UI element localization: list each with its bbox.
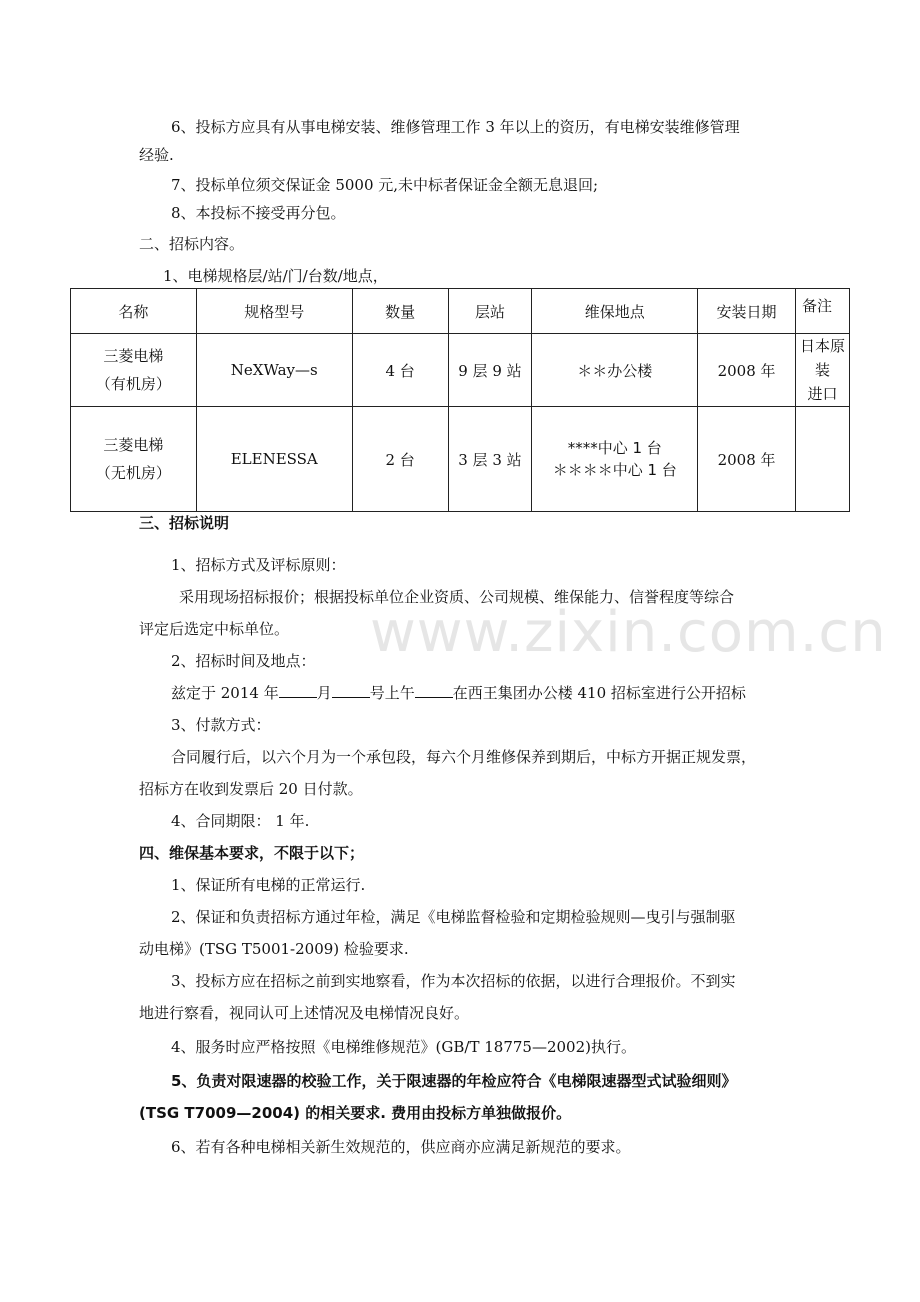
- cell-notes: [795, 334, 849, 407]
- header-name: 名称: [71, 289, 197, 334]
- month-blank: [279, 683, 317, 698]
- table-row: [71, 334, 850, 407]
- section-4-item-1: 1、保证所有电梯的正常运行.: [171, 876, 366, 894]
- section-4-item-3b: 地进行察看，视同认可上述情况及电梯情况良好。: [139, 1004, 470, 1022]
- section-4-item-2b: 动电梯》(TSG T5001-2009) 检验要求.: [139, 940, 409, 958]
- section-4-item-6: 6、若有各种电梯相关新生效规范的，供应商亦应满足新规范的要求。: [171, 1138, 631, 1156]
- header-install-date: 安装日期: [698, 289, 796, 334]
- cell-install-date: 2008 年: [698, 334, 796, 407]
- cell-qty: 2 台: [352, 407, 448, 512]
- table-row: [71, 407, 850, 512]
- section-3-item-3a: 合同履行后，以六个月为一个承包段，每六个月维修保养到期后，中标方开据正规发票，: [171, 748, 757, 766]
- section-4-item-2a: 2、保证和负责招标方通过年检，满足《电梯监督检验和定期检验规则—曳引与强制驱: [171, 908, 736, 926]
- section-2-title: 二、招标内容。: [139, 235, 245, 253]
- section-4-item-3a: 3、投标方应在招标之前到实地察看，作为本次招标的依据，以进行合理报价。不到实: [171, 972, 736, 990]
- header-floors: 层站: [448, 289, 532, 334]
- section-4-item-4: 4、服务时应严格按照《电梯维修规范》(GB/T 18775—2002)执行。: [171, 1038, 636, 1056]
- section-3-item-1b: 评定后选定中标单位。: [139, 620, 290, 638]
- section-3-title: 三、招标说明: [139, 514, 230, 532]
- day-blank: [332, 683, 370, 698]
- cell-model: ELENESSA: [196, 407, 352, 512]
- date-text-morning: 号上午: [369, 684, 415, 702]
- section-3-item-2a: [171, 683, 746, 703]
- paragraph-6a: 6、投标方应具有从事电梯安装、维修管理工作 3 年以上的资历，有电梯安装维修管理: [171, 118, 740, 136]
- header-model: 规格型号: [196, 289, 352, 334]
- cell-floors: 3 层 3 站: [448, 407, 532, 512]
- time-blank: [415, 683, 453, 698]
- location-line-1: ****中心 1 台: [567, 439, 662, 457]
- paragraph-7: 7、投标单位须交保证金 5000 元,未中标者保证金全额无息退回;: [171, 176, 599, 194]
- section-4-item-5b: (TSG T7009—2004) 的相关要求. 费用由投标方单独做报价。: [139, 1104, 572, 1122]
- header-qty: 数量: [352, 289, 448, 334]
- section-3-item-3: 3、付款方式：: [171, 716, 271, 734]
- watermark: www.zixin.com.cn: [370, 600, 887, 665]
- cell-qty: 4 台: [352, 334, 448, 407]
- section-3-item-1a: 采用现场招标报价；根据投标单位企业资质、公司规模、维保能力、信誉程度等综合: [179, 588, 735, 606]
- cell-notes: [795, 407, 849, 512]
- name-line-2: （有机房）: [95, 375, 171, 393]
- header-location: 维保地点: [532, 289, 698, 334]
- name-line-1: 三菱电梯: [103, 347, 164, 365]
- date-text-year: 兹定于 2014 年: [171, 684, 279, 702]
- elevator-spec-table: [70, 288, 850, 512]
- name-line-2: （无机房）: [95, 464, 171, 482]
- paragraph-6b: 经验.: [139, 146, 174, 164]
- note-line-2: 进口: [807, 385, 838, 403]
- section-3-item-2: 2、招标时间及地点：: [171, 652, 316, 670]
- date-text-month: 月: [316, 684, 332, 702]
- section-3-item-3b: 招标方在收到发票后 20 日付款。: [139, 780, 363, 798]
- cell-model: NeXWay—s: [196, 334, 352, 407]
- note-line-1: 日本原装: [799, 337, 845, 379]
- section-3-item-4: 4、合同期限： 1 年.: [171, 812, 310, 830]
- name-line-1: 三菱电梯: [103, 436, 164, 454]
- section-2-item-1: 1、电梯规格层/站/门/台数/地点，: [163, 267, 388, 285]
- paragraph-8: 8、本投标不接受再分包。: [171, 204, 346, 222]
- cell-floors: 9 层 9 站: [448, 334, 532, 407]
- location-line-2: ＊＊＊＊中心 1 台: [552, 461, 677, 479]
- header-notes: 备注: [795, 289, 849, 334]
- cell-name: [71, 407, 197, 512]
- cell-name: [71, 334, 197, 407]
- section-4-title: 四、维保基本要求，不限于以下；: [139, 844, 365, 862]
- cell-install-date: 2008 年: [698, 407, 796, 512]
- date-text-location: 在西王集团办公楼 410 招标室进行公开招标: [452, 684, 746, 702]
- section-4-item-5a: 5、负责对限速器的校验工作，关于限速器的年检应符合《电梯限速器型式试验细则》: [171, 1072, 737, 1090]
- table-header-row: [71, 289, 850, 334]
- cell-location: [532, 407, 698, 512]
- cell-location: ＊＊办公楼: [532, 334, 698, 407]
- section-3-item-1: 1、招标方式及评标原则：: [171, 556, 346, 574]
